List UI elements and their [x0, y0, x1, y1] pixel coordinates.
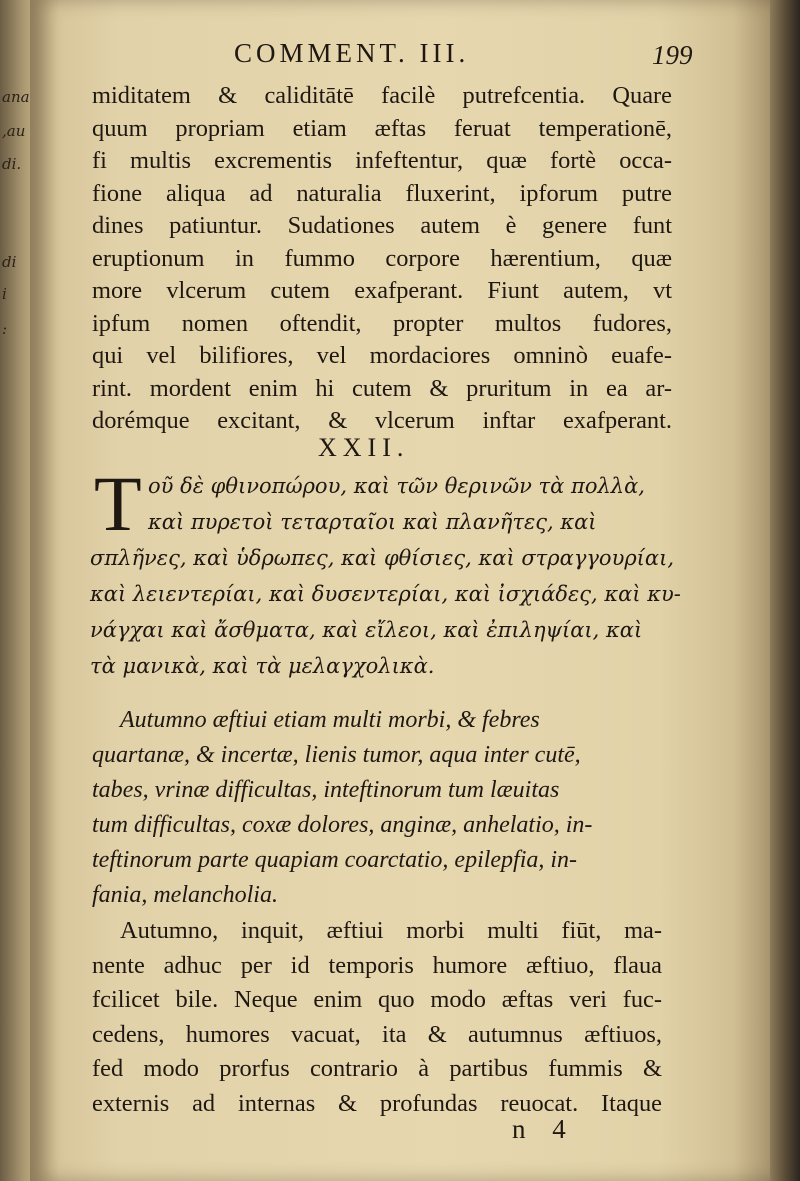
signature-mark: n 4 [512, 1114, 576, 1144]
text-line: fione aliqua ad naturalia fluxerint, ipforum putre [92, 179, 672, 207]
text-line: dines patiuntur. Sudationes autem è genere funt [92, 212, 672, 239]
greek-aphorism [90, 468, 681, 684]
margin-fragment: di [2, 253, 17, 271]
text-line: rint. mordent enim hi cutem & pruritum in ea ar- [92, 374, 672, 402]
paragraph-1 [92, 80, 672, 438]
text-line: fed modo prorfus contrario à partibus fummis & [92, 1055, 662, 1082]
greek-line: οῦ δὲ φθινοπώρου, καὶ τῶν θερινῶν τὰ πολλὰ, [148, 474, 645, 498]
page-edge-shadow [770, 0, 800, 1181]
greek-line: νάγχαι καὶ ἄσθματα, καὶ εἴλεοι, καὶ ἐπιληψίαι, καὶ [90, 618, 643, 642]
text-line: dorémque excitant, & vlcerum inftar exafperant. [92, 407, 672, 434]
text-line: ipfum nomen oftendit, propter multos fudores, [92, 309, 672, 337]
book-page [30, 0, 770, 1181]
text-line: miditatem & caliditātē facilè putrefcentia. Quare [92, 82, 672, 109]
margin-fragment: di. [2, 155, 22, 173]
text-line: eruptionum in fummo corpore hærentium, quæ [92, 244, 672, 272]
greek-line: καὶ πυρετοὶ τεταρταῖοι καὶ πλανῆτες, καὶ [148, 510, 597, 534]
latin-translation [92, 703, 662, 913]
text-line: Autumno, inquit, æftiui morbi multi fiūt, ma- [120, 917, 662, 944]
text-line: nente adhuc per id temporis humore æftiuo, flaua [92, 951, 662, 979]
margin-fragment: ana [2, 88, 30, 106]
margin-fragment: ,au [2, 122, 26, 140]
text-line: quum propriam etiam æftas feruat temperationē, [92, 114, 672, 142]
paragraph-2 [92, 914, 662, 1121]
text-line: qui vel bilifiores, vel mordaciores omninò euafe- [92, 342, 672, 369]
running-header: COMMENT. III. [234, 38, 470, 68]
italic-line: quartanæ, & incertæ, lienis tumor, aqua inter cutē, [92, 742, 581, 768]
greek-line: τὰ μανικὰ, καὶ τὰ μελαγχολικὰ. [90, 654, 435, 678]
page-number: 199 [652, 40, 693, 70]
margin-fragment: i [2, 285, 7, 303]
italic-line: tabes, vrinæ difficultas, inteftinorum tum læuitas [92, 777, 560, 803]
italic-line: teftinorum parte quapiam coarctatio, epilepfia, in- [92, 847, 578, 873]
text-line: cedens, humores vacuat, ita & autumnus æftiuos, [92, 1020, 662, 1048]
italic-line: tum difficultas, coxæ dolores, anginæ, anhelatio, in- [92, 812, 593, 838]
text-line: more vlcerum cutem exafperant. Fiunt autem, vt [92, 277, 672, 304]
greek-line: σπλῆνες, καὶ ὑδρωπες, καὶ φθίσιες, καὶ στραγγουρίαι, [90, 546, 675, 570]
text-line: fcilicet bile. Neque enim quo modo æftas veri fuc- [92, 986, 662, 1013]
drop-cap: T [94, 460, 142, 547]
greek-line: καὶ λειεντερίαι, καὶ δυσεντερίαι, καὶ ἰσχιάδες, καὶ κυ- [90, 582, 681, 606]
section-number: XXII. [318, 433, 410, 462]
italic-line: Autumno æftiui etiam multi morbi, & febres [120, 707, 540, 733]
text-line: externis ad internas & profundas reuocat. Itaque [92, 1089, 662, 1117]
text-line: fi multis excrementis infeftentur, quæ fortè occa- [92, 147, 672, 174]
italic-line: fania, melancholia. [92, 882, 278, 908]
margin-fragment: : [2, 320, 8, 338]
